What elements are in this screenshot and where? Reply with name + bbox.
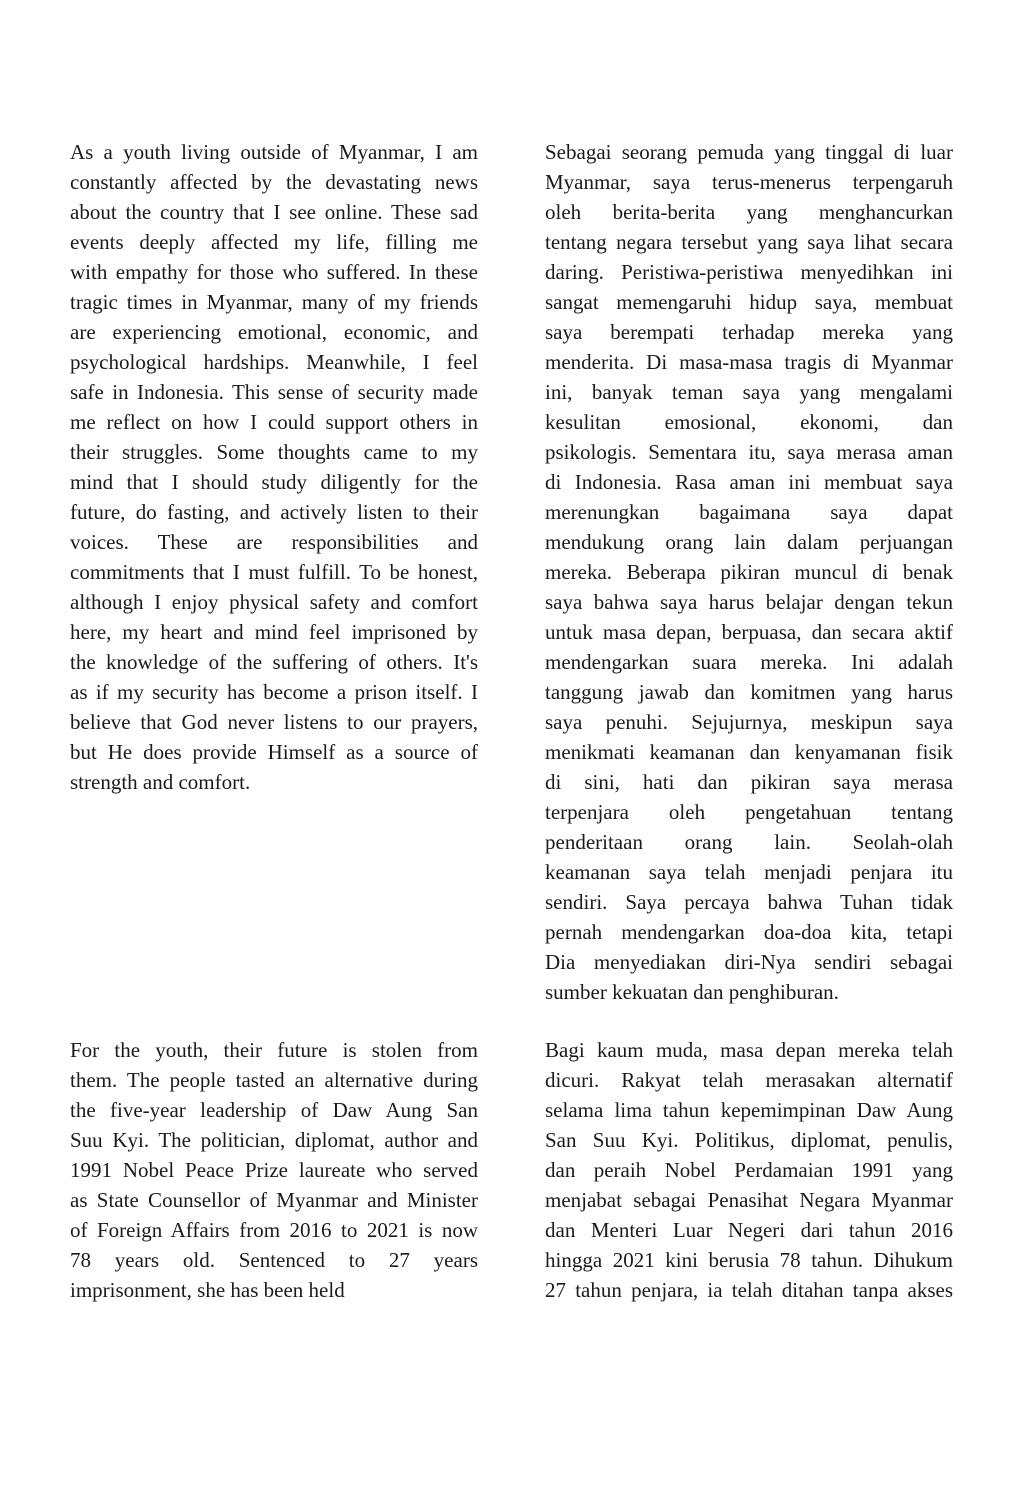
text-line: ini, banyak teman saya yang mengalami <box>545 380 953 404</box>
text-line: with empathy for those who suffered. In these <box>70 260 478 284</box>
text-line: Myanmar, saya terus-menerus terpengaruh <box>545 170 953 194</box>
text-line: Suu Kyi. The politician, diplomat, author and <box>70 1128 478 1152</box>
text-line: penderitaan orang lain. Seolah-olah <box>545 830 953 854</box>
text-line: dan peraih Nobel Perdamaian 1991 yang <box>545 1158 953 1182</box>
text-line: Sebagai seorang pemuda yang tinggal di luar <box>545 140 953 164</box>
text-line: kesulitan emosional, ekonomi, dan <box>545 410 953 434</box>
text-line: as State Counsellor of Myanmar and Minister <box>70 1188 478 1212</box>
text-line: menderita. Di masa-masa tragis di Myanmar <box>545 350 953 374</box>
text-line: but He does provide Himself as a source of <box>70 740 478 764</box>
text-line: mereka. Beberapa pikiran muncul di benak <box>545 560 953 584</box>
text-line: Dia menyediakan diri-Nya sendiri sebagai <box>545 950 953 974</box>
text-line: daring. Peristiwa-peristiwa menyedihkan ini <box>545 260 953 284</box>
text-line: hingga 2021 kini berusia 78 tahun. Dihukum <box>545 1248 953 1272</box>
indonesian-paragraph-2 <box>545 1035 953 1305</box>
text-line: San Suu Kyi. Politikus, diplomat, penulis, <box>545 1128 953 1152</box>
text-line: are experiencing emotional, economic, and <box>70 320 478 344</box>
text-line: commitments that I must fulfill. To be honest, <box>70 560 478 584</box>
text-line: keamanan saya telah menjadi penjara itu <box>545 860 953 884</box>
text-line: di sini, hati dan pikiran saya merasa <box>545 770 953 794</box>
english-paragraph-2 <box>70 1035 478 1305</box>
text-line: selama lima tahun kepemimpinan Daw Aung <box>545 1098 953 1122</box>
text-line: events deeply affected my life, filling me <box>70 230 478 254</box>
text-line: mendukung orang lain dalam perjuangan <box>545 530 953 554</box>
english-paragraph-1 <box>70 137 478 797</box>
text-line: believe that God never listens to our prayers, <box>70 710 478 734</box>
text-line: oleh berita-berita yang menghancurkan <box>545 200 953 224</box>
text-line: safe in Indonesia. This sense of security made <box>70 380 478 404</box>
text-line: menjabat sebagai Penasihat Negara Myanmar <box>545 1188 953 1212</box>
text-line: as if my security has become a prison itself. I <box>70 680 478 704</box>
text-line: terpenjara oleh pengetahuan tentang <box>545 800 953 824</box>
text-line: mind that I should study diligently for the <box>70 470 478 494</box>
text-line: pernah mendengarkan doa-doa kita, tetapi <box>545 920 953 944</box>
text-line: about the country that I see online. These sad <box>70 200 478 224</box>
text-line: their struggles. Some thoughts came to my <box>70 440 478 464</box>
text-line: although I enjoy physical safety and comfort <box>70 590 478 614</box>
text-line: them. The people tasted an alternative during <box>70 1068 478 1092</box>
text-line: me reflect on how I could support others in <box>70 410 478 434</box>
text-line: psychological hardships. Meanwhile, I feel <box>70 350 478 374</box>
text-line: strength and comfort. <box>70 770 251 794</box>
text-line: untuk masa depan, berpuasa, dan secara aktif <box>545 620 953 644</box>
text-line: the knowledge of the suffering of others. It's <box>70 650 478 674</box>
text-line: tanggung jawab dan komitmen yang harus <box>545 680 953 704</box>
text-line: dicuri. Rakyat telah merasakan alternatif <box>545 1068 953 1092</box>
text-line: saya penuhi. Sejujurnya, meskipun saya <box>545 710 953 734</box>
text-line: For the youth, their future is stolen from <box>70 1038 478 1062</box>
indonesian-paragraph-1 <box>545 137 953 1007</box>
text-line: mendengarkan suara mereka. Ini adalah <box>545 650 953 674</box>
text-line: 78 years old. Sentenced to 27 years <box>70 1248 478 1272</box>
text-line: Bagi kaum muda, masa depan mereka telah <box>545 1038 953 1062</box>
text-line: 27 tahun penjara, ia telah ditahan tanpa akses <box>545 1278 953 1302</box>
text-line: of Foreign Affairs from 2016 to 2021 is now <box>70 1218 478 1242</box>
text-line: menikmati keamanan dan kenyamanan fisik <box>545 740 953 764</box>
text-line: voices. These are responsibilities and <box>70 530 478 554</box>
text-line: di Indonesia. Rasa aman ini membuat saya <box>545 470 953 494</box>
text-line: imprisonment, she has been held <box>70 1278 345 1302</box>
text-line: As a youth living outside of Myanmar, I am <box>70 140 478 164</box>
text-line: tragic times in Myanmar, many of my friends <box>70 290 478 314</box>
text-line: here, my heart and mind feel imprisoned by <box>70 620 478 644</box>
text-line: tentang negara tersebut yang saya lihat secara <box>545 230 953 254</box>
text-line: saya bahwa saya harus belajar dengan tekun <box>545 590 953 614</box>
text-line: merenungkan bagaimana saya dapat <box>545 500 953 524</box>
text-line: future, do fasting, and actively listen to their <box>70 500 478 524</box>
text-line: 1991 Nobel Peace Prize laureate who served <box>70 1158 478 1182</box>
text-line: psikologis. Sementara itu, saya merasa aman <box>545 440 953 464</box>
text-line: sumber kekuatan dan penghiburan. <box>545 980 839 1004</box>
text-line: constantly affected by the devastating news <box>70 170 478 194</box>
text-line: saya berempati terhadap mereka yang <box>545 320 953 344</box>
text-line: sangat memengaruhi hidup saya, membuat <box>545 290 953 314</box>
text-line: dan Menteri Luar Negeri dari tahun 2016 <box>545 1218 953 1242</box>
text-line: sendiri. Saya percaya bahwa Tuhan tidak <box>545 890 953 914</box>
text-line: the five-year leadership of Daw Aung San <box>70 1098 478 1122</box>
